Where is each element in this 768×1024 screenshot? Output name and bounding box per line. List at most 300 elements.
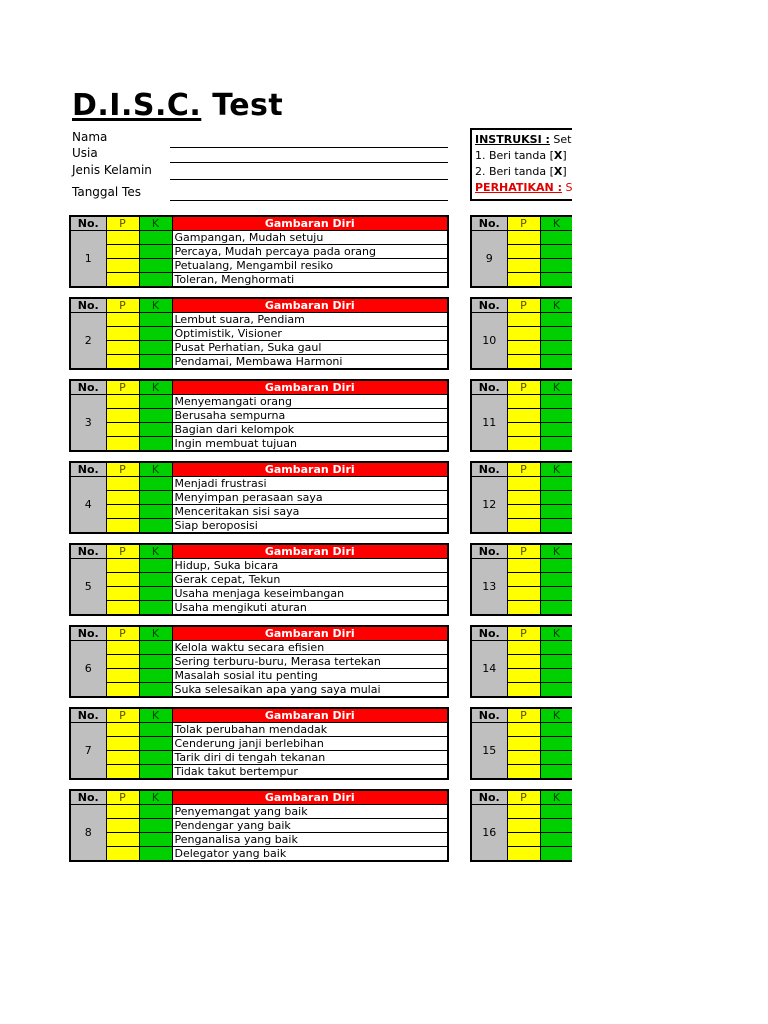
k-checkbox[interactable]	[139, 519, 172, 534]
instr-line1-x: X	[553, 149, 563, 162]
description-item: Gerak cepat, Tekun	[172, 573, 448, 587]
table-row	[70, 341, 448, 355]
description-item: Cenderung janji berlebihan	[172, 737, 448, 751]
description-item: Toleran, Menghormati	[172, 273, 448, 288]
k-checkbox[interactable]	[540, 423, 573, 437]
p-checkbox[interactable]	[106, 805, 139, 819]
k-checkbox[interactable]	[540, 847, 573, 862]
k-checkbox[interactable]	[540, 409, 573, 423]
k-checkbox[interactable]	[540, 765, 573, 780]
instr-line2-b: ]	[562, 165, 567, 178]
k-checkbox[interactable]	[139, 805, 172, 819]
p-checkbox[interactable]	[106, 519, 139, 534]
question-block	[69, 215, 449, 288]
header-p: P	[106, 544, 139, 559]
p-checkbox[interactable]	[106, 355, 139, 370]
k-checkbox[interactable]	[540, 259, 573, 273]
p-checkbox[interactable]	[507, 395, 540, 409]
jenis-kelamin-field[interactable]	[170, 179, 448, 180]
instr-warn: PERHATIKAN :	[475, 181, 562, 194]
description-item: Tolak perubahan mendadak	[172, 723, 448, 737]
tanggal-field[interactable]	[170, 200, 448, 201]
instr-head: INSTRUKSI :	[475, 133, 550, 146]
question-number: 4	[70, 477, 106, 534]
nama-field[interactable]	[170, 147, 448, 148]
header-k: K	[139, 216, 172, 231]
header-p: P	[507, 544, 540, 559]
table-row	[70, 409, 448, 423]
header-no: No.	[471, 298, 507, 313]
p-checkbox[interactable]	[507, 641, 540, 655]
header-p: P	[507, 298, 540, 313]
question-table	[69, 625, 449, 698]
description-item: Gampangan, Mudah setuju	[172, 231, 448, 245]
k-checkbox[interactable]	[139, 669, 172, 683]
header-no: No.	[70, 216, 106, 231]
k-checkbox[interactable]	[540, 273, 573, 288]
header-p: P	[106, 298, 139, 313]
question-number: 16	[471, 805, 507, 862]
k-checkbox[interactable]	[139, 423, 172, 437]
description-item: Menyemangati orang	[172, 395, 448, 409]
p-checkbox[interactable]	[106, 505, 139, 519]
p-checkbox[interactable]	[507, 847, 540, 862]
p-checkbox[interactable]	[507, 313, 540, 327]
p-checkbox[interactable]	[106, 751, 139, 765]
k-checkbox[interactable]	[540, 819, 573, 833]
k-checkbox[interactable]	[139, 819, 172, 833]
p-checkbox[interactable]	[106, 259, 139, 273]
p-checkbox[interactable]	[507, 587, 540, 601]
question-number: 1	[70, 231, 106, 288]
header-p: P	[507, 790, 540, 805]
header-k: K	[540, 544, 573, 559]
header-no: No.	[471, 708, 507, 723]
header-p: P	[106, 626, 139, 641]
description-item: Sering terburu-buru, Merasa tertekan	[172, 655, 448, 669]
question-block	[69, 625, 449, 698]
header-p: P	[106, 380, 139, 395]
table-row	[70, 601, 448, 616]
k-checkbox[interactable]	[540, 395, 573, 409]
p-checkbox[interactable]	[106, 477, 139, 491]
table-row	[70, 395, 448, 409]
header-k: K	[540, 380, 573, 395]
question-number: 14	[471, 641, 507, 698]
k-checkbox[interactable]	[139, 409, 172, 423]
header-no: No.	[70, 462, 106, 477]
p-checkbox[interactable]	[507, 683, 540, 698]
question-table	[69, 461, 449, 534]
p-checkbox[interactable]	[106, 423, 139, 437]
k-checkbox[interactable]	[139, 765, 172, 780]
p-checkbox[interactable]	[507, 505, 540, 519]
header-no: No.	[471, 626, 507, 641]
description-item: Bagian dari kelompok	[172, 423, 448, 437]
table-row	[70, 765, 448, 780]
k-checkbox[interactable]	[139, 641, 172, 655]
question-block	[69, 461, 449, 534]
table-row	[70, 559, 448, 573]
p-checkbox[interactable]	[106, 573, 139, 587]
description-item: Pusat Perhatian, Suka gaul	[172, 341, 448, 355]
k-checkbox[interactable]	[139, 847, 172, 862]
p-checkbox[interactable]	[106, 833, 139, 847]
header-no: No.	[471, 216, 507, 231]
description-item: Menyimpan perasaan saya	[172, 491, 448, 505]
header-gambaran: Gambaran Diri	[172, 380, 448, 395]
k-checkbox[interactable]	[139, 245, 172, 259]
header-k: K	[540, 298, 573, 313]
k-checkbox[interactable]	[540, 491, 573, 505]
k-checkbox[interactable]	[540, 655, 573, 669]
header-gambaran: Gambaran Diri	[172, 462, 448, 477]
description-item: Masalah sosial itu penting	[172, 669, 448, 683]
p-checkbox[interactable]	[106, 231, 139, 245]
question-number: 10	[471, 313, 507, 370]
p-checkbox[interactable]	[507, 655, 540, 669]
header-gambaran: Gambaran Diri	[172, 298, 448, 313]
header-p: P	[507, 626, 540, 641]
header-k: K	[139, 462, 172, 477]
header-no: No.	[70, 544, 106, 559]
instr-line2-a: 2. Beri tanda [	[475, 165, 554, 178]
header-no: No.	[70, 708, 106, 723]
header-gambaran: Gambaran Diri	[172, 708, 448, 723]
k-checkbox[interactable]	[540, 751, 573, 765]
k-checkbox[interactable]	[139, 273, 172, 288]
k-checkbox[interactable]	[139, 751, 172, 765]
table-row	[70, 833, 448, 847]
p-checkbox[interactable]	[507, 245, 540, 259]
p-checkbox[interactable]	[106, 819, 139, 833]
k-checkbox[interactable]	[540, 601, 573, 616]
header-k: K	[139, 626, 172, 641]
k-checkbox[interactable]	[540, 723, 573, 737]
table-row	[70, 737, 448, 751]
question-number: 12	[471, 477, 507, 534]
instr-line1-a: 1. Beri tanda [	[475, 149, 554, 162]
question-table	[69, 789, 449, 862]
table-row	[70, 505, 448, 519]
description-item: Tarik diri di tengah tekanan	[172, 751, 448, 765]
header-p: P	[106, 462, 139, 477]
question-number: 8	[70, 805, 106, 862]
p-checkbox[interactable]	[507, 273, 540, 288]
description-item: Siap beroposisi	[172, 519, 448, 534]
k-checkbox[interactable]	[139, 313, 172, 327]
k-checkbox[interactable]	[540, 313, 573, 327]
k-checkbox[interactable]	[540, 519, 573, 534]
p-checkbox[interactable]	[106, 327, 139, 341]
description-item: Petualang, Mengambil resiko	[172, 259, 448, 273]
question-table	[69, 215, 449, 288]
k-checkbox[interactable]	[540, 587, 573, 601]
k-checkbox[interactable]	[540, 327, 573, 341]
header-gambaran: Gambaran Diri	[172, 544, 448, 559]
p-checkbox[interactable]	[106, 847, 139, 862]
k-checkbox[interactable]	[139, 737, 172, 751]
table-row	[70, 723, 448, 737]
table-row	[70, 477, 448, 491]
table-row	[70, 587, 448, 601]
header-p: P	[507, 708, 540, 723]
header-k: K	[139, 544, 172, 559]
header-no: No.	[471, 790, 507, 805]
header-no: No.	[70, 626, 106, 641]
p-checkbox[interactable]	[106, 491, 139, 505]
question-table	[69, 707, 449, 780]
question-number: 15	[471, 723, 507, 780]
p-checkbox[interactable]	[507, 737, 540, 751]
p-checkbox[interactable]	[507, 409, 540, 423]
header-p: P	[507, 462, 540, 477]
k-checkbox[interactable]	[540, 505, 573, 519]
k-checkbox[interactable]	[139, 491, 172, 505]
header-p: P	[106, 790, 139, 805]
p-checkbox[interactable]	[507, 491, 540, 505]
table-row	[70, 245, 448, 259]
instr-line1-b: ]	[562, 149, 567, 162]
header-p: P	[106, 216, 139, 231]
question-block	[69, 297, 449, 370]
question-number: 7	[70, 723, 106, 780]
k-checkbox[interactable]	[139, 601, 172, 616]
instr-head-rest: Set	[549, 133, 572, 146]
k-checkbox[interactable]	[540, 559, 573, 573]
p-checkbox[interactable]	[106, 601, 139, 616]
description-item: Percaya, Mudah percaya pada orang	[172, 245, 448, 259]
header-no: No.	[70, 790, 106, 805]
description-item: Usaha mengikuti aturan	[172, 601, 448, 616]
header-k: K	[139, 708, 172, 723]
page-title	[72, 88, 283, 123]
table-row	[70, 655, 448, 669]
table-row	[70, 519, 448, 534]
page-clip	[572, 0, 768, 1024]
table-row	[70, 313, 448, 327]
k-checkbox[interactable]	[139, 395, 172, 409]
p-checkbox[interactable]	[507, 765, 540, 780]
p-checkbox[interactable]	[106, 587, 139, 601]
table-row	[70, 327, 448, 341]
question-number: 9	[471, 231, 507, 288]
question-number: 5	[70, 559, 106, 616]
description-item: Hidup, Suka bicara	[172, 559, 448, 573]
p-checkbox[interactable]	[507, 805, 540, 819]
p-checkbox[interactable]	[507, 327, 540, 341]
p-checkbox[interactable]	[106, 273, 139, 288]
description-item: Penganalisa yang baik	[172, 833, 448, 847]
k-checkbox[interactable]	[139, 477, 172, 491]
description-item: Kelola waktu secara efisien	[172, 641, 448, 655]
k-checkbox[interactable]	[540, 805, 573, 819]
header-no: No.	[70, 298, 106, 313]
k-checkbox[interactable]	[139, 587, 172, 601]
k-checkbox[interactable]	[540, 669, 573, 683]
title-prefix: D.I.S.C.	[72, 88, 202, 123]
header-no: No.	[471, 544, 507, 559]
p-checkbox[interactable]	[106, 655, 139, 669]
p-checkbox[interactable]	[507, 231, 540, 245]
label-tanggal: Tanggal Tes	[72, 185, 141, 199]
question-block	[69, 543, 449, 616]
p-checkbox[interactable]	[106, 313, 139, 327]
header-k: K	[540, 790, 573, 805]
question-number: 13	[471, 559, 507, 616]
p-checkbox[interactable]	[106, 559, 139, 573]
table-row	[70, 437, 448, 452]
k-checkbox[interactable]	[139, 655, 172, 669]
description-item: Tidak takut bertempur	[172, 765, 448, 780]
table-row	[70, 847, 448, 862]
usia-field[interactable]	[170, 162, 448, 163]
k-checkbox[interactable]	[540, 355, 573, 370]
header-k: K	[540, 626, 573, 641]
table-row	[70, 805, 448, 819]
k-checkbox[interactable]	[540, 477, 573, 491]
description-item: Penyemangat yang baik	[172, 805, 448, 819]
header-k: K	[139, 790, 172, 805]
header-no: No.	[471, 462, 507, 477]
table-row	[70, 751, 448, 765]
k-checkbox[interactable]	[540, 573, 573, 587]
header-p: P	[106, 708, 139, 723]
header-gambaran: Gambaran Diri	[172, 626, 448, 641]
p-checkbox[interactable]	[106, 737, 139, 751]
description-item: Suka selesaikan apa yang saya mulai	[172, 683, 448, 698]
table-row	[70, 259, 448, 273]
p-checkbox[interactable]	[507, 751, 540, 765]
question-number: 3	[70, 395, 106, 452]
table-row	[70, 683, 448, 698]
k-checkbox[interactable]	[139, 573, 172, 587]
k-checkbox[interactable]	[540, 641, 573, 655]
description-item: Optimistik, Visioner	[172, 327, 448, 341]
p-checkbox[interactable]	[507, 723, 540, 737]
table-row	[70, 355, 448, 370]
instr-line2-x: X	[553, 165, 563, 178]
header-gambaran: Gambaran Diri	[172, 790, 448, 805]
table-row	[70, 423, 448, 437]
p-checkbox[interactable]	[106, 409, 139, 423]
header-k: K	[139, 298, 172, 313]
description-item: Delegator yang baik	[172, 847, 448, 862]
question-table	[69, 379, 449, 452]
p-checkbox[interactable]	[507, 437, 540, 452]
k-checkbox[interactable]	[139, 327, 172, 341]
question-block	[69, 789, 449, 862]
k-checkbox[interactable]	[139, 341, 172, 355]
k-checkbox[interactable]	[139, 723, 172, 737]
p-checkbox[interactable]	[507, 833, 540, 847]
description-item: Pendamai, Membawa Harmoni	[172, 355, 448, 370]
label-usia: Usia	[72, 146, 98, 160]
p-checkbox[interactable]	[106, 641, 139, 655]
instr-warn-rest: S	[561, 181, 573, 194]
header-k: K	[540, 708, 573, 723]
table-row	[70, 273, 448, 288]
description-item: Pendengar yang baik	[172, 819, 448, 833]
k-checkbox[interactable]	[139, 833, 172, 847]
p-checkbox[interactable]	[507, 573, 540, 587]
k-checkbox[interactable]	[139, 259, 172, 273]
question-number: 11	[471, 395, 507, 452]
question-table	[69, 297, 449, 370]
p-checkbox[interactable]	[106, 683, 139, 698]
question-block	[69, 379, 449, 452]
table-row	[70, 573, 448, 587]
k-checkbox[interactable]	[139, 505, 172, 519]
header-no: No.	[70, 380, 106, 395]
k-checkbox[interactable]	[139, 355, 172, 370]
p-checkbox[interactable]	[507, 259, 540, 273]
table-row	[70, 491, 448, 505]
header-k: K	[540, 216, 573, 231]
p-checkbox[interactable]	[106, 395, 139, 409]
table-row	[70, 669, 448, 683]
p-checkbox[interactable]	[507, 669, 540, 683]
header-p: P	[507, 216, 540, 231]
p-checkbox[interactable]	[106, 723, 139, 737]
p-checkbox[interactable]	[106, 765, 139, 780]
p-checkbox[interactable]	[507, 477, 540, 491]
k-checkbox[interactable]	[540, 245, 573, 259]
p-checkbox[interactable]	[106, 341, 139, 355]
k-checkbox[interactable]	[540, 341, 573, 355]
p-checkbox[interactable]	[106, 437, 139, 452]
p-checkbox[interactable]	[507, 819, 540, 833]
question-number: 2	[70, 313, 106, 370]
description-item: Menjadi frustrasi	[172, 477, 448, 491]
description-item: Berusaha sempurna	[172, 409, 448, 423]
p-checkbox[interactable]	[106, 669, 139, 683]
p-checkbox[interactable]	[507, 355, 540, 370]
header-gambaran: Gambaran Diri	[172, 216, 448, 231]
description-item: Menceritakan sisi saya	[172, 505, 448, 519]
description-item: Usaha menjaga keseimbangan	[172, 587, 448, 601]
question-table	[69, 543, 449, 616]
p-checkbox[interactable]	[507, 601, 540, 616]
k-checkbox[interactable]	[139, 437, 172, 452]
k-checkbox[interactable]	[540, 683, 573, 698]
header-no: No.	[471, 380, 507, 395]
header-p: P	[507, 380, 540, 395]
header-k: K	[540, 462, 573, 477]
p-checkbox[interactable]	[106, 245, 139, 259]
k-checkbox[interactable]	[540, 833, 573, 847]
header-k: K	[139, 380, 172, 395]
k-checkbox[interactable]	[139, 231, 172, 245]
description-item: Ingin membuat tujuan	[172, 437, 448, 452]
p-checkbox[interactable]	[507, 341, 540, 355]
k-checkbox[interactable]	[540, 437, 573, 452]
label-nama: Nama	[72, 130, 108, 144]
table-row	[70, 819, 448, 833]
k-checkbox[interactable]	[540, 231, 573, 245]
question-number: 6	[70, 641, 106, 698]
k-checkbox[interactable]	[139, 683, 172, 698]
p-checkbox[interactable]	[507, 559, 540, 573]
table-row	[70, 231, 448, 245]
p-checkbox[interactable]	[507, 519, 540, 534]
description-item: Lembut suara, Pendiam	[172, 313, 448, 327]
label-jenis-kelamin: Jenis Kelamin	[72, 163, 152, 177]
question-block	[69, 707, 449, 780]
k-checkbox[interactable]	[540, 737, 573, 751]
k-checkbox[interactable]	[139, 559, 172, 573]
p-checkbox[interactable]	[507, 423, 540, 437]
